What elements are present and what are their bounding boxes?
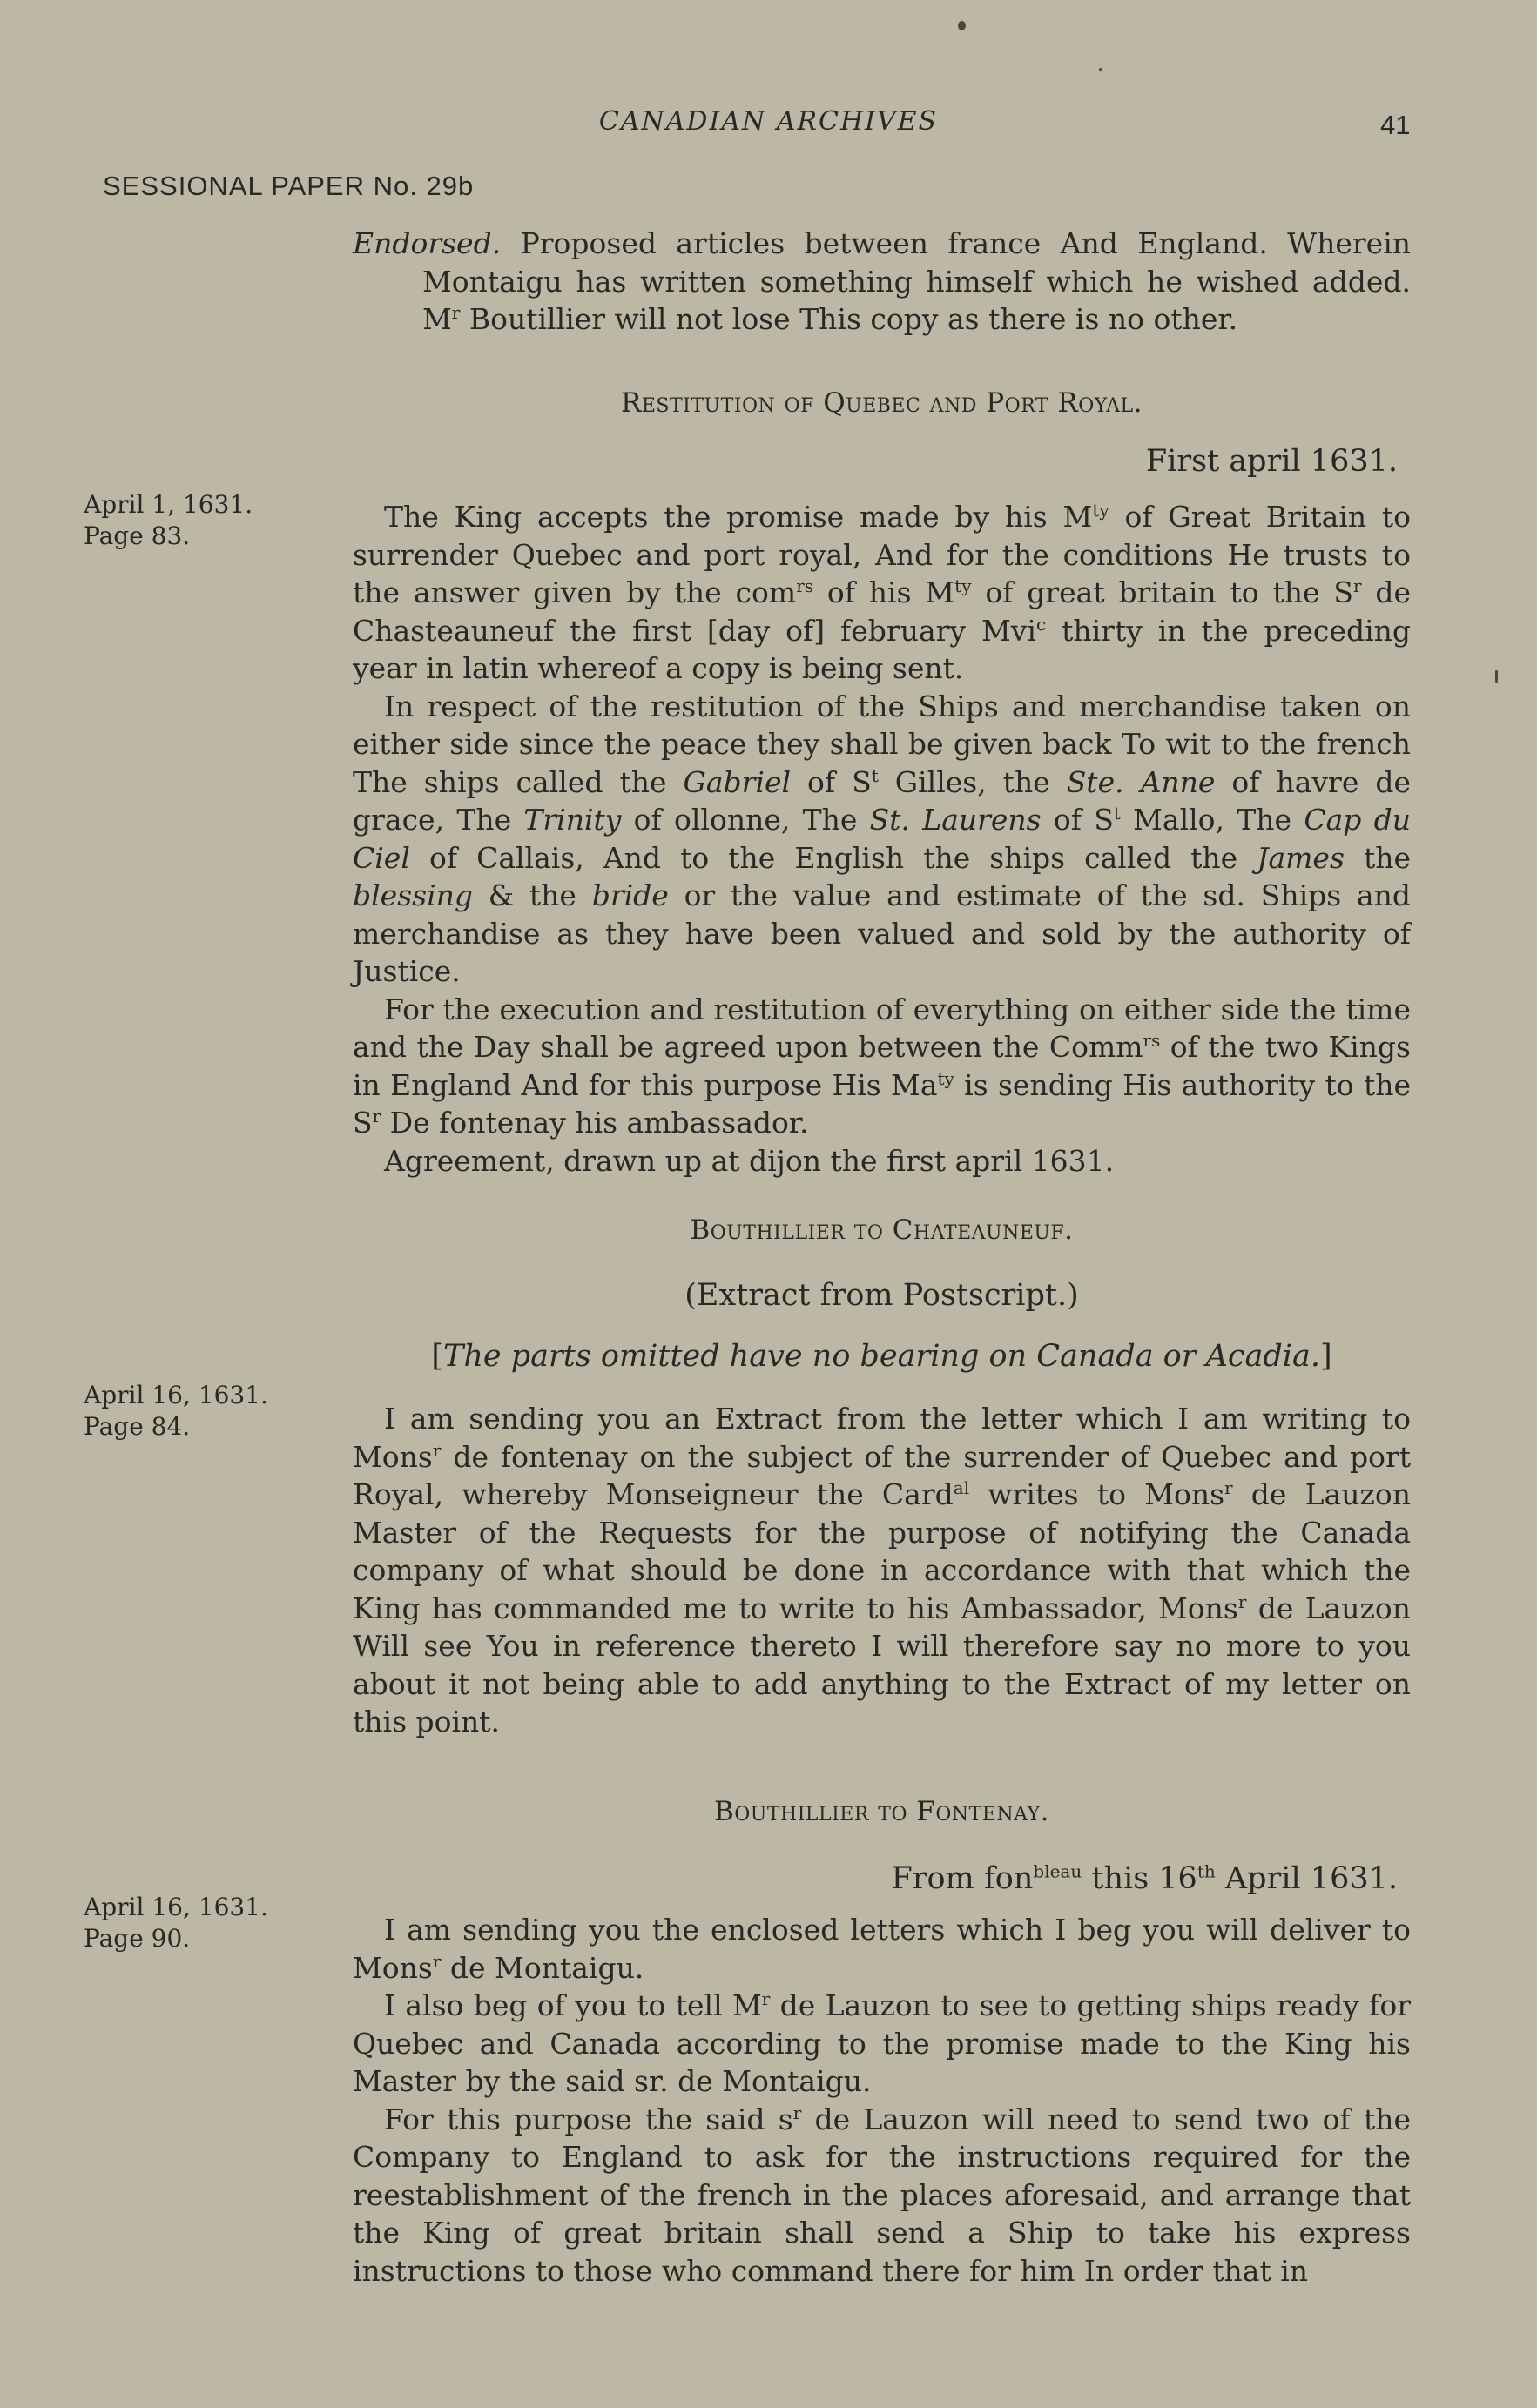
margin-date: April 16, 1631.: [84, 1381, 268, 1409]
paragraph: The King accepts the promise made by his $M^{ty}$ of Great Britain to surrender Quebec and port royal, And for the conditions He trusts to the answer given by the com$^{rs}$ of his $M^{ty}$ of great britain to the $S^r$ de Chasteauneuf the first [day of] february Mvi$^c$ thirty in the preceding year in latin whereof a copy is being sent.: [353, 500, 1412, 685]
margin-note-april-16-a: [84, 1380, 310, 1443]
paragraph: For the execution and restitution of everything on either side the time and the Day shall be agreed upon between the Comm$^{rs}$ of the two Kings in England And for this purpose His $Ma^{ty}$ is sending His authority to the $S^r$ De fontenay his ambassador.: [353, 992, 1411, 1140]
sessional-paper-label: SESSIONAL PAPER No. 29b: [103, 171, 475, 201]
ink-speck: [1099, 68, 1102, 71]
ink-speck: [1495, 670, 1498, 683]
page-number: 41: [1380, 110, 1411, 140]
paragraph: For this purpose the said $s^r$ de Lauzon will need to send two of the Company to England to ask for the instructions required for the reestablishment of the french in the places aforesaid, and arrange that the King of great britain shall send a Ship to take his express instructions to those who command there for him In order that in: [353, 2102, 1411, 2288]
subheading-extract: (Extract from Postscript.): [684, 1278, 1079, 1313]
section-heading-fontenay: Bouthillier to Fontenay.: [713, 1796, 1049, 1827]
section-heading-chateauneuf: Bouthillier to Chateauneuf.: [690, 1214, 1074, 1246]
endorsed-text: Proposed articles between france And England. Wherein Montaigu has written something himself which he wished added. M: [422, 226, 1411, 336]
editorial-note: [The parts omitted have no bearing on Canada or Acadia.]: [431, 1339, 1332, 1374]
section2-body: [353, 1400, 1411, 1741]
endorsed-paragraph: [353, 225, 1411, 339]
dateline-fontainebleau: From fon$^{bleau}$ this 16th April 1631.: [891, 1860, 1398, 1896]
margin-page: Page 83.: [84, 521, 191, 550]
section1-body: [353, 498, 1411, 1180]
margin-page: Page 90.: [84, 1924, 191, 1953]
dateline-first-april: First april 1631.: [1145, 444, 1398, 479]
paragraph: I am sending you an Extract from the letter which I am writing to Mons$^r$ de fontenay on the subject of the surrender of Quebec and port Royal, whereby Monseigneur the Card$^{al}$ writes to Mons$^r$ de Lauzon Master of the Requests for the purpose of notifying the Canada company of what should be done in accordance with that which the King has commanded me to write to his Ambassador, Mons$^r$ de Lauzon Will see You in reference thereto I will therefore say no more to you about it not being able to add anything to the Extract of my letter on this point.: [353, 1402, 1412, 1739]
margin-note-april-1: [84, 489, 310, 552]
superscript: r: [451, 302, 461, 323]
paragraph: In respect of the restitution of the Ships and merchandise taken on either side since the peace they shall be given back To wit to the french The ships called the Gabriel of $S^t$ Gilles, the Ste. Anne of havre de grace, The Trinity of ollonne, The St. Laurens of $S^t$ Mallo, The Cap du Ciel of Callais, And to the English the ships called the James the blessing & the bride or the value and estimate of the sd. Ships and merchandise as they have been valued and sold by the authority of Justice.: [353, 689, 1412, 988]
paragraph: I am sending you the enclosed letters which I beg you will deliver to Mons$^r$ de Montaigu.: [353, 1913, 1411, 1985]
margin-date: April 1, 1631.: [84, 490, 253, 519]
endorsed-block: [353, 225, 1411, 339]
section-heading-restitution: Restitution of Quebec and Port Royal.: [621, 387, 1143, 419]
margin-date: April 16, 1631.: [84, 1893, 268, 1921]
margin-page: Page 84.: [84, 1412, 191, 1441]
ink-speck: [958, 21, 966, 30]
section3-body: [353, 1911, 1411, 2290]
margin-note-april-16-b: [84, 1892, 310, 1954]
paragraph: I also beg of you to tell $M^r$ de Lauzon to see to getting ships ready for Quebec and Canada according to the promise made to the King his Master by the said sr. de Montaigu.: [353, 1988, 1411, 2098]
endorsed-text-2: Boutillier will not lose This copy as there is no other.: [460, 302, 1238, 336]
running-title: CANADIAN ARCHIVES: [598, 106, 939, 137]
paragraph: Agreement, drawn up at dijon the first april 1631.: [384, 1143, 1115, 1178]
endorsed-label: Endorsed.: [353, 226, 502, 260]
